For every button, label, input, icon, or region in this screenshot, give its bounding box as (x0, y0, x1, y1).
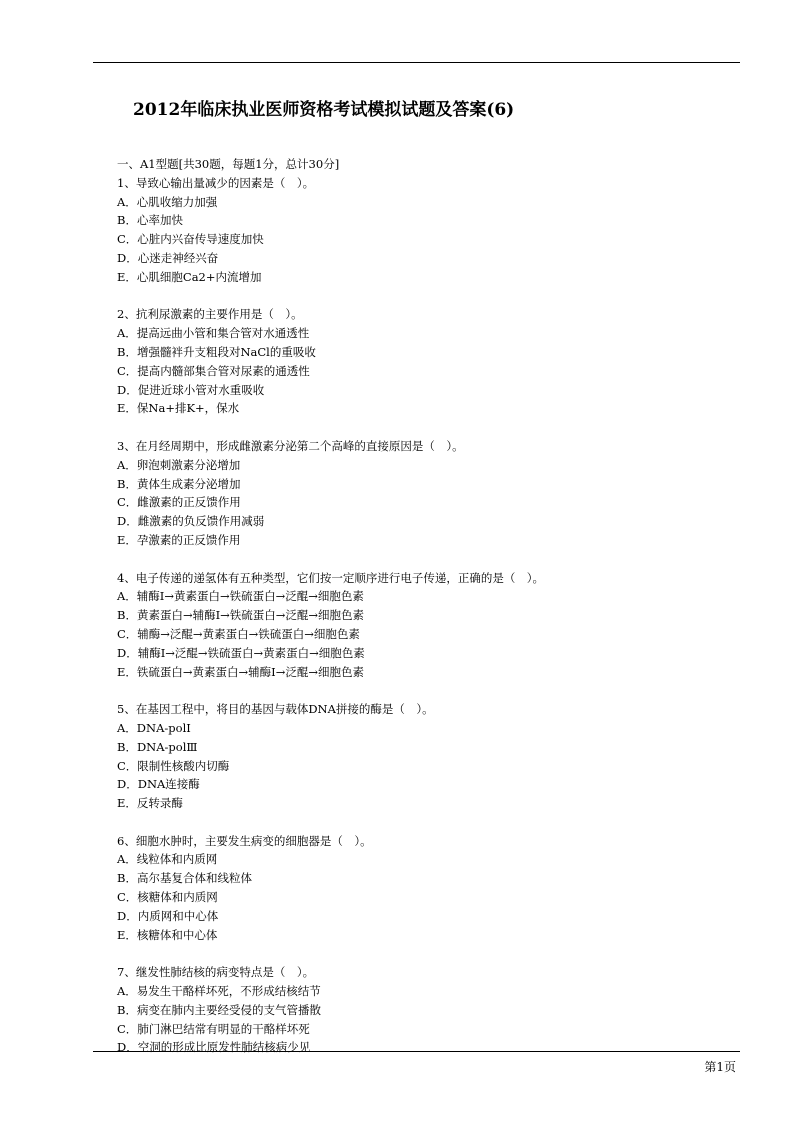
question-stem: 2、抗利尿激素的主要作用是（ ）。 (117, 307, 303, 322)
answer-option: C．限制性核酸内切酶 (117, 758, 230, 773)
question-block (117, 832, 737, 964)
answer-option: D．雌激素的负反馈作用减弱 (117, 514, 265, 529)
answer-option: A．提高远曲小管和集合管对水通透性 (117, 326, 310, 341)
answer-option: D．辅酶I→泛醌→铁硫蛋白→黄素蛋白→细胞色素 (117, 645, 365, 660)
question-spacer (117, 681, 737, 700)
question-block (117, 963, 737, 1057)
page-title: 2012年临床执业医师资格考试模拟试题及答案(6) (133, 100, 515, 120)
answer-option: A．卵泡刺激素分泌增加 (117, 457, 241, 472)
question-stem: 4、电子传递的递氢体有五种类型，它们按一定顺序进行电子传递，正确的是（ ）。 (117, 570, 545, 585)
answer-option: B．黄素蛋白→辅酶I→铁硫蛋白→泛醌→细胞色素 (117, 608, 365, 623)
answer-option: D．心迷走神经兴奋 (117, 250, 219, 265)
answer-option: D．内质网和中心体 (117, 908, 219, 923)
header-rule (93, 62, 740, 63)
answer-option: C．核糖体和内质网 (117, 890, 218, 905)
answer-option: E．心肌细胞Ca2+内流增加 (117, 269, 262, 284)
answer-option: D．空洞的形成比原发性肺结核病少见 (117, 1040, 311, 1055)
document-body (117, 155, 737, 1057)
answer-option: B．病变在肺内主要经受侵的支气管播散 (117, 1002, 321, 1017)
question-spacer (117, 418, 737, 437)
answer-option: D．DNA连接酶 (117, 777, 200, 792)
question-spacer (117, 813, 737, 832)
question-spacer (117, 944, 737, 963)
answer-option: C．提高内髓部集合管对尿素的通透性 (117, 363, 310, 378)
answer-option: E．核糖体和中心体 (117, 927, 218, 942)
question-stem: 7、继发性肺结核的病变特点是（ ）。 (117, 965, 315, 980)
answer-option: A．辅酶I→黄素蛋白→铁硫蛋白→泛醌→细胞色素 (117, 589, 364, 604)
answer-option: B．黄体生成素分泌增加 (117, 476, 241, 491)
answer-option: B．DNA-polⅢ (117, 739, 198, 754)
question-stem: 5、在基因工程中，将目的基因与载体DNA拼接的酶是（ ）。 (117, 702, 434, 717)
question-stem: 3、在月经周期中，形成雌激素分泌第二个高峰的直接原因是（ ）。 (117, 438, 464, 453)
answer-option: D．促进近球小管对水重吸收 (117, 382, 265, 397)
answer-option: A．心肌收缩力加强 (117, 194, 218, 209)
question-spacer (117, 550, 737, 569)
answer-option: B．高尔基复合体和线粒体 (117, 871, 252, 886)
question-block (117, 305, 737, 437)
footer-rule (93, 1051, 740, 1052)
question-block (117, 569, 737, 701)
question-stem: 1、导致心输出量减少的因素是（ ）。 (117, 175, 315, 190)
answer-option: B．增强髓袢升支粗段对NaCl的重吸收 (117, 344, 316, 359)
answer-option: E．孕激素的正反馈作用 (117, 532, 241, 547)
answer-option: B．心率加快 (117, 213, 183, 228)
answer-option: E．保Na+排K+，保水 (117, 401, 240, 416)
answer-option: C．心脏内兴奋传导速度加快 (117, 232, 264, 247)
answer-option: C．辅酶→泛醌→黄素蛋白→铁硫蛋白→细胞色素 (117, 626, 360, 641)
answer-option: E．铁硫蛋白→黄素蛋白→辅酶I→泛醌→细胞色素 (117, 664, 364, 679)
answer-option: A．线粒体和内质网 (117, 852, 218, 867)
question-block (117, 437, 737, 569)
answer-option: E．反转录酶 (117, 796, 183, 811)
question-stem: 6、细胞水肿时，主要发生病变的细胞器是（ ）。 (117, 833, 372, 848)
page-number: 第1页 (704, 1060, 736, 1074)
question-list (117, 174, 737, 1057)
question-spacer (117, 287, 737, 306)
answer-option: C．雌激素的正反馈作用 (117, 495, 241, 510)
answer-option: A．DNA-polⅠ (117, 720, 191, 735)
question-block (117, 174, 737, 306)
answer-option: A．易发生干酪样坏死，不形成结核结节 (117, 984, 321, 999)
answer-option: C．肺门淋巴结常有明显的干酪样坏死 (117, 1021, 310, 1036)
question-block (117, 700, 737, 832)
section-heading: 一、A1型题[共30题，每题1分，总计30分] (117, 157, 340, 171)
